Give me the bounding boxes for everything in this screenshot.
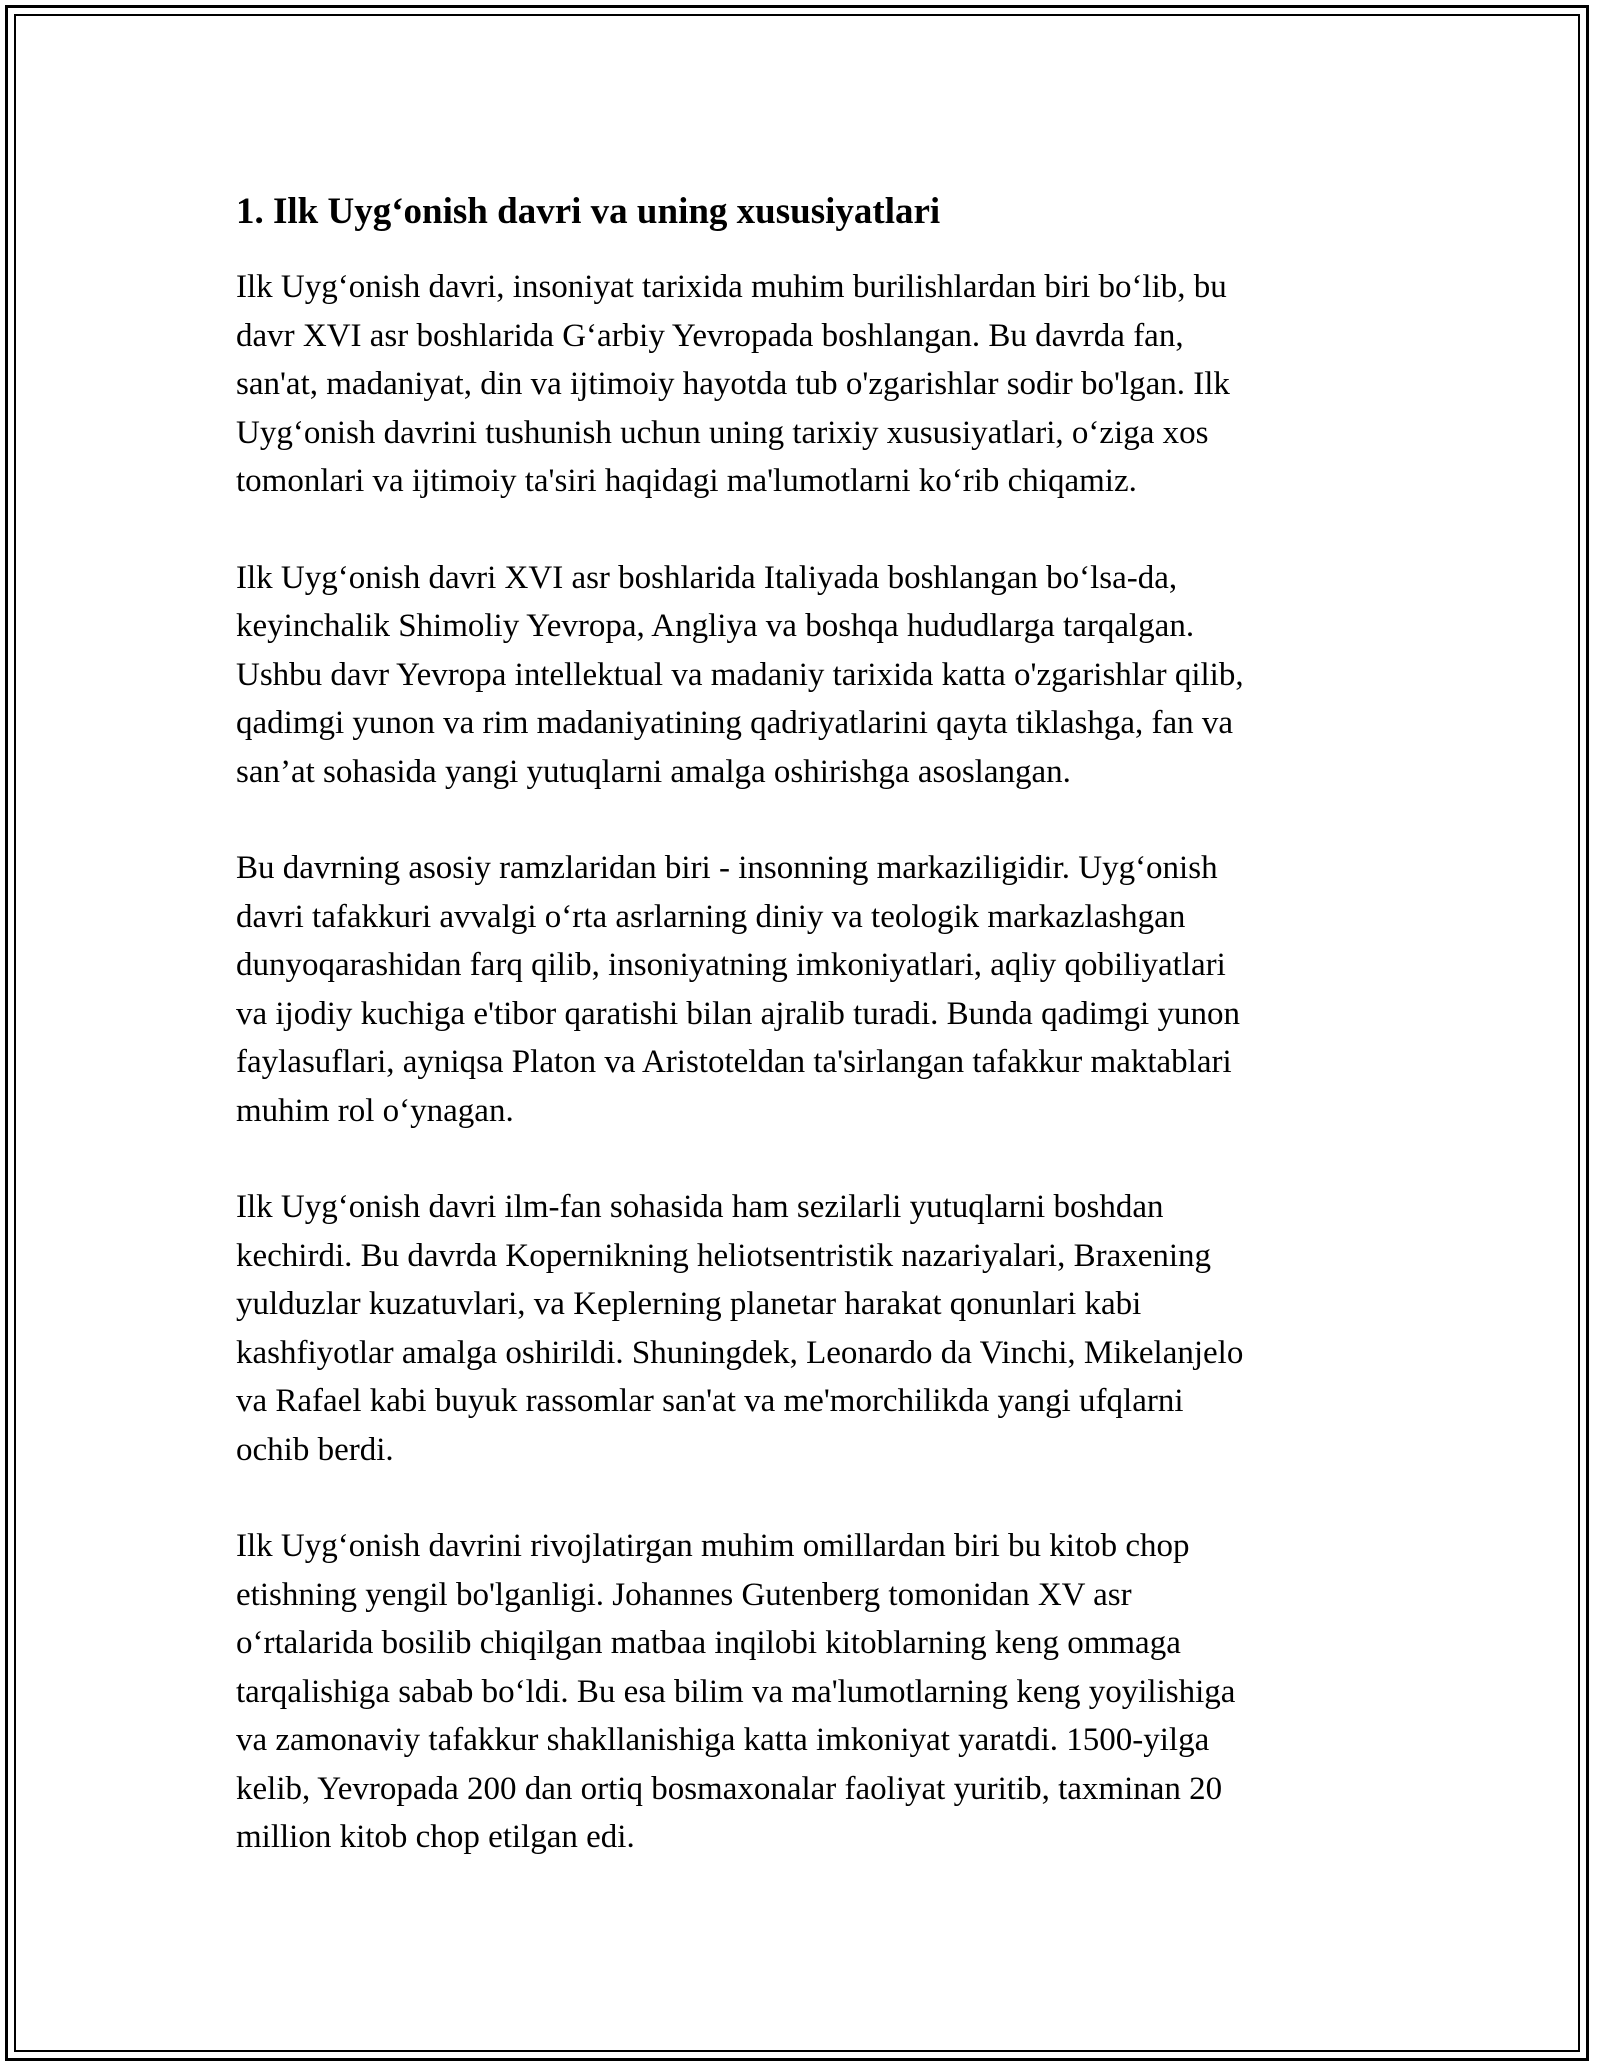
paragraph-line: Ilk Uyg‘onish davri XVI asr boshlarida Italiyada boshlangan bo‘lsa-da, <box>236 559 1178 596</box>
document-body <box>236 186 1366 1910</box>
paragraph <box>236 1183 1366 1474</box>
paragraph-line: Ilk Uyg‘onish davrini rivojlatirgan muhim omillardan biri bu kitob chop <box>236 1528 1190 1564</box>
paragraph-line: qadimgi yunon va rim madaniyatining qadriyatlarini qayta tiklashga, fan va <box>236 705 1234 741</box>
paragraph-line: muhim rol o‘ynagan. <box>236 1092 514 1129</box>
paragraph-line: san’at sohasida yangi yutuqlarni amalga oshirishga asoslangan. <box>236 753 1071 790</box>
paragraph-line: etishning yengil bo'lganligi. Johannes Gutenberg tomonidan XV asr <box>236 1576 1132 1613</box>
paragraph-line: o‘rtalarida bosilib chiqilgan matbaa inqilobi kitoblarning keng ommaga <box>236 1625 1181 1661</box>
paragraph-line: va ijodiy kuchiga e'tibor qaratishi bilan ajralib turadi. Bunda qadimgi yunon <box>236 995 1240 1032</box>
paragraph <box>236 263 1366 506</box>
section-heading: 1. Ilk Uyg‘onish davri va uning xususiyatlari <box>236 191 941 232</box>
paragraph <box>236 844 1366 1135</box>
paragraph-line: davr XVI asr boshlarida G‘arbiy Yevropada boshlangan. Bu davrda fan, <box>236 317 1184 354</box>
paragraph <box>236 554 1366 797</box>
paragraph-line: va Rafael kabi buyuk rassomlar san'at va me'morchilikda yangi ufqlarni <box>236 1383 1184 1419</box>
paragraph-line: Bu davrning asosiy ramzlaridan biri - insonning markaziligidir. Uyg‘onish <box>236 850 1218 886</box>
paragraph-line: Ilk Uyg‘onish davri, insoniyat tarixida muhim burilishlardan biri bo‘lib, bu <box>236 269 1227 305</box>
paragraph <box>236 1522 1366 1862</box>
paragraph-line: Ilk Uyg‘onish davri ilm-fan sohasida ham sezilarli yutuqlarni boshdan <box>236 1189 1164 1225</box>
paragraph-line: yulduzlar kuzatuvlari, va Keplerning planetar harakat qonunlari kabi <box>236 1286 1142 1322</box>
paragraph-line: tarqalishiga sabab bo‘ldi. Bu esa bilim va ma'lumotlarning keng yoyilishiga <box>236 1673 1236 1710</box>
paragraph-line: ochib berdi. <box>236 1431 394 1468</box>
paragraph-line: keyinchalik Shimoliy Yevropa, Angliya va boshqa hududlarga tarqalgan. <box>236 608 1195 644</box>
paragraph-line: Ushbu davr Yevropa intellektual va madaniy tarixida katta o'zgarishlar qilib, <box>236 656 1244 693</box>
paragraph-line: faylasuflari, ayniqsa Platon va Aristoteldan ta'sirlangan tafakkur maktablari <box>236 1044 1232 1080</box>
paragraph-line: va zamonaviy tafakkur shakllanishiga katta imkoniyat yaratdi. 1500-yilga <box>236 1722 1210 1758</box>
paragraph-line: san'at, madaniyat, din va ijtimoiy hayotda tub o'zgarishlar sodir bo'lgan. Ilk <box>236 366 1230 402</box>
paragraph-line: million kitob chop etilgan edi. <box>236 1819 635 1855</box>
paragraph-line: kechirdi. Bu davrda Kopernikning heliotsentristik nazariyalari, Braxening <box>236 1237 1212 1274</box>
paragraph-line: Uyg‘onish davrini tushunish uchun uning tarixiy xususiyatlari, o‘ziga xos <box>236 414 1209 451</box>
paragraph-line: kashfiyotlar amalga oshirildi. Shuningdek, Leonardo da Vinchi, Mikelanjelo <box>236 1334 1244 1371</box>
paragraph-line: davri tafakkuri avvalgi o‘rta asrlarning diniy va teologik markazlashgan <box>236 898 1186 935</box>
paragraph-line: dunyoqarashidan farq qilib, insoniyatning imkoniyatlari, aqliy qobiliyatlari <box>236 947 1226 983</box>
paragraph-list <box>236 263 1366 1862</box>
paragraph-line: kelib, Yevropada 200 dan ortiq bosmaxonalar faoliyat yuritib, taxminan 20 <box>236 1770 1223 1807</box>
paragraph-line: tomonlari va ijtimoiy ta'siri haqidagi ma'lumotlarni ko‘rib chiqamiz. <box>236 463 1137 499</box>
